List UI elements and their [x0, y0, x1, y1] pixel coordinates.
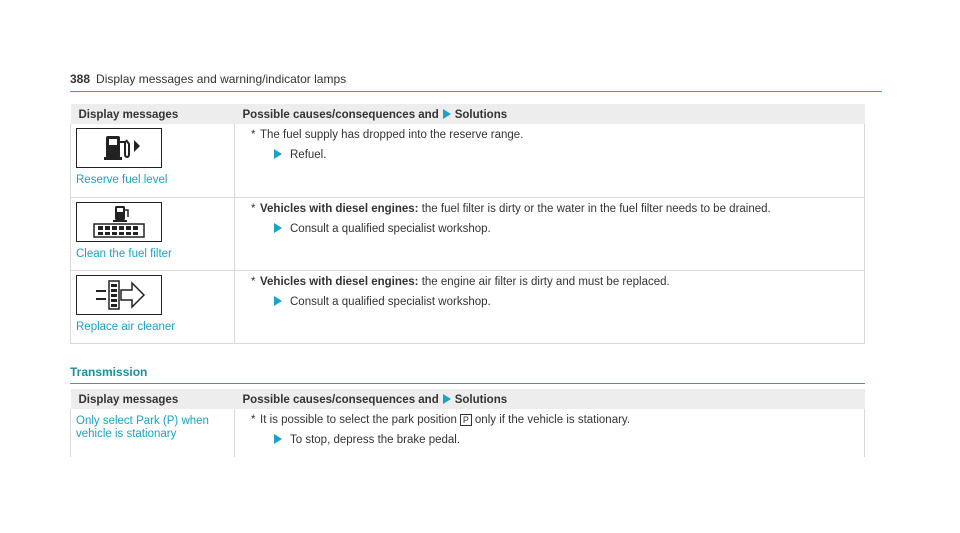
message-label: Only select Park (P) when vehicle is stationary	[76, 415, 209, 440]
causes-cell: * It is possible to select the park position P only if the vehicle is stationary. To stop, depress the brake pedal.	[235, 409, 865, 457]
causes-cell: * Vehicles with diesel engines: the fuel filter is dirty or the water in the fuel filter needs to be drained. Consult a qualified specialist workshop.	[235, 197, 865, 270]
message-label: Replace air cleaner	[76, 320, 176, 333]
step-arrow-icon	[274, 434, 282, 444]
message-label: Clean the fuel filter	[76, 247, 172, 260]
section-title: Transmission	[70, 365, 865, 384]
col-causes-solutions: Possible causes/consequences and Solutions	[235, 104, 865, 124]
step-arrow-icon	[274, 149, 282, 159]
col-causes-solutions: Possible causes/consequences and Solutions	[235, 389, 865, 409]
table-header-row	[71, 389, 865, 409]
step-arrow-icon	[274, 223, 282, 233]
display-messages-table	[70, 104, 865, 344]
causes-cell: * The fuel supply has dropped into the reserve range. Refuel.	[235, 124, 865, 197]
message-label: Reserve fuel level	[76, 174, 168, 186]
table-header-row	[71, 104, 865, 124]
table-row	[71, 124, 865, 197]
solution-step: Refuel.	[274, 148, 854, 162]
message-cell	[71, 197, 235, 270]
step-arrow-icon	[274, 296, 282, 306]
table-row	[71, 197, 865, 270]
air-cleaner-icon	[76, 275, 162, 315]
fuel-filter-icon	[76, 202, 162, 242]
solution-step: To stop, depress the brake pedal.	[274, 433, 854, 447]
page-header-title: Display messages and warning/indicator lamps	[96, 72, 347, 86]
page-header	[70, 72, 882, 92]
transmission-messages-table	[70, 389, 865, 457]
message-cell	[71, 409, 235, 457]
col-display-messages: Display messages	[71, 389, 235, 409]
message-cell	[71, 124, 235, 197]
causes-cell: * Vehicles with diesel engines: the engine air filter is dirty and must be replaced. Consult a qualified specialist workshop.	[235, 270, 865, 343]
col-display-messages: Display messages	[71, 104, 235, 124]
table-row	[71, 409, 865, 457]
solution-arrow-icon	[443, 394, 451, 404]
message-cell	[71, 270, 235, 343]
page-number: 388	[70, 72, 91, 86]
park-position-symbol: P	[460, 414, 472, 426]
solution-step: Consult a qualified specialist workshop.	[274, 222, 854, 236]
table-row	[71, 270, 865, 343]
fuel-pump-reserve-icon	[76, 128, 162, 168]
solution-step: Consult a qualified specialist workshop.	[274, 295, 854, 309]
solution-arrow-icon	[443, 109, 451, 119]
